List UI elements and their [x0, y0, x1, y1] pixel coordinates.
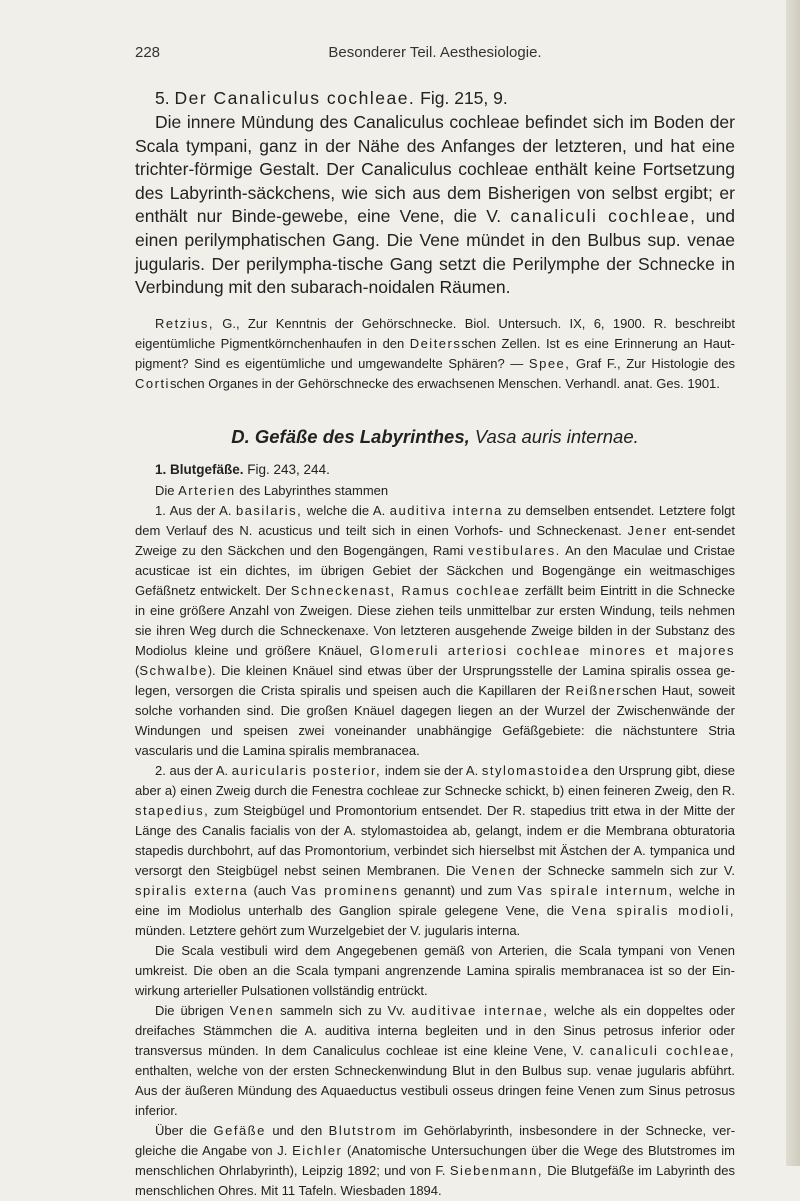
page-content: [135, 88, 735, 1201]
paragraph-venen: Die übrigen Venen sammeln sich zu Vv. auditivae internae, welche als ein doppeltes oder dreifaches Stämmchen die A. auditiva interna begleiten und in den Sinus petrosus inferior oder transversus münden. In dem Canaliculus cochleae ist eine kleine Vene, V. canaliculi cochleae, enthalten, welche von der ersten Schneckenwindung Blut in den Bulbus sup. venae jugularis abführt. Aus der äußeren Mündung des Aquaeductus vestibuli osseus dringen feine Venen zum Sinus petrosus inferior.: [135, 1002, 735, 1118]
paragraph-auricularis: 2. aus der A. auricularis posterior, indem sie der A. stylomastoidea den Ursprung gibt, diese aber a) einen Zweig durch die Fenestra cochleae zur Schnecke schickt, b) einen feineren Zweig, den R. stapedius, zum Steigbügel und Promontorium entsendet. Der R. stapedius tritt etwa in der Mitte der Länge des Canalis facialis von der A. stylomastoidea ab, gelangt, indem er die Membrana obturatoria stapedis durchbohrt, auf das Promontorium, verbindet sich hierselbst mit Ästchen der A. tympanica und versorgt den Steigbügel nebst seinen Membranen. Die Venen der Schnecke sammeln sich zur V. spiralis externa (auch Vas prominens genannt) und zum Vas spirale internum, welche in eine im Modiolus unterhalb des Ganglion spirale gelegene Vene, die Vena spiralis modioli, münden. Letztere gehört zum Wurzelgebiet der V. jugularis interna.: [135, 762, 736, 938]
section-d-heading: D. Gefäße des Labyrinthes, Vasa auris internae.: [231, 425, 639, 447]
paragraph-scala: Die Scala vestibuli wird dem Angegebenen gemäß von Arterien, die Scala tympani von Venen umkreist. Die oben an die Scala tympani angrenzende Lamina spiralis membranacea ist so der Ein-wirkung arterieller Pulsationen vollständig entrückt.: [135, 942, 735, 998]
section-5-title: 5. Der Canaliculus cochleae. Fig. 215, 9.: [155, 88, 508, 108]
page-edge: [786, 0, 800, 1166]
paragraph-arterien-intro: Die Arterien des Labyrinthes stammen: [155, 482, 389, 498]
section-5-note: Retzius, G., Zur Kenntnis der Gehörschnecke. Biol. Untersuch. IX, 6, 1900. R. beschreibt eigentümliche Pigmentkörnchenhaufen in den Deitersschen Zellen. Ist es eine Erinnerung an Haut-pigment? Sind es eigentümliche und umgewandelte Sphären? — Spee, Graf F., Zur Histologie des Cortischen Organes in der Gehörschnecke des erwachsenen Menschen. Verhandl. anat. Ges. 1901.: [135, 315, 735, 391]
section-5-paragraph: Die innere Mündung des Canaliculus cochleae befindet sich im Boden der Scala tympani, ganz in der Nähe des Anfanges der letzteren, und hat eine trichter-förmige Gestalt. Der Canaliculus cochleae enthält keine Fortsetzung des Labyrinth-säckchens, wie sich aus dem Bisherigen von selbst ergibt; er enthält nur Binde-gewebe, eine Vene, die V. canaliculi cochleae, und einen perilymphatischen Gang. Die Vene mündet in den Bulbus sup. venae jugularis. Der perilympha-tische Gang setzt die Perilymphe der Schnecke in Verbindung mit den subarach-noidalen Räumen.: [135, 112, 735, 298]
paragraph-literature: Über die Gefäße und den Blutstrom im Gehörlabyrinth, insbesondere in der Schnecke, ver-gleiche die Angabe von J. Eichler (Anatomische Untersuchungen über die Wege des Blutstromes im menschlichen Ohrlabyrinth), Leipzig 1892; und von F. Siebenmann, Die Blutgefäße im Labyrinth des menschlichen Ohres. Mit 11 Tafeln. Wiesbaden 1894.: [135, 1122, 736, 1198]
running-title: Besonderer Teil. Aesthesiologie.: [328, 44, 542, 61]
paragraph-basilaris: 1. Aus der A. basilaris, welche die A. auditiva interna zu demselben entsendet. Letztere folgt dem Verlauf des N. acusticus und teilt sich in einen Vorhofs- und Schneckenast. Jener ent-sendet Zweige zu den Säckchen und den Bogengängen, Rami vestibulares. An den Maculae und Cristae acusticae ist ein dichtes, im übrigen Gebiet der Säckchen und Bogengänge ein weitmaschiges Gefäßnetz entwickelt. Der Schneckenast, Ramus cochleae zerfällt beim Eintritt in die Schnecke in eine größere Anzahl von Zweigen. Diese ziehen teils unmittelbar zur ersten Windung, teils nehmen sie ihren Weg durch die Schneckenaxe. Von letzteren ausgehende Zweige bilden in der Substanz des Modiolus kleine und größere Knäuel, Glomeruli arteriosi cochleae minores et majores (Schwalbe). Die kleinen Knäuel sind etwas über der Ursprungsstelle der Lamina spiralis ossea ge-legen, versorgen die Crista spiralis und speisen auch die Kapillaren der Reißnerschen Haut, soweit solche vorhanden sind. Die großen Knäuel dagegen liegen an der Wurzel der Zwischenwände der Windungen und speisen zwei voneinander unabhängige Gefäßgebiete: die nächstuntere Stria vascularis und die Lamina spiralis membranacea.: [135, 502, 736, 758]
page-number: 228: [135, 44, 161, 61]
subsection-1-heading: 1. Blutgefäße. Fig. 243, 244.: [155, 461, 330, 477]
